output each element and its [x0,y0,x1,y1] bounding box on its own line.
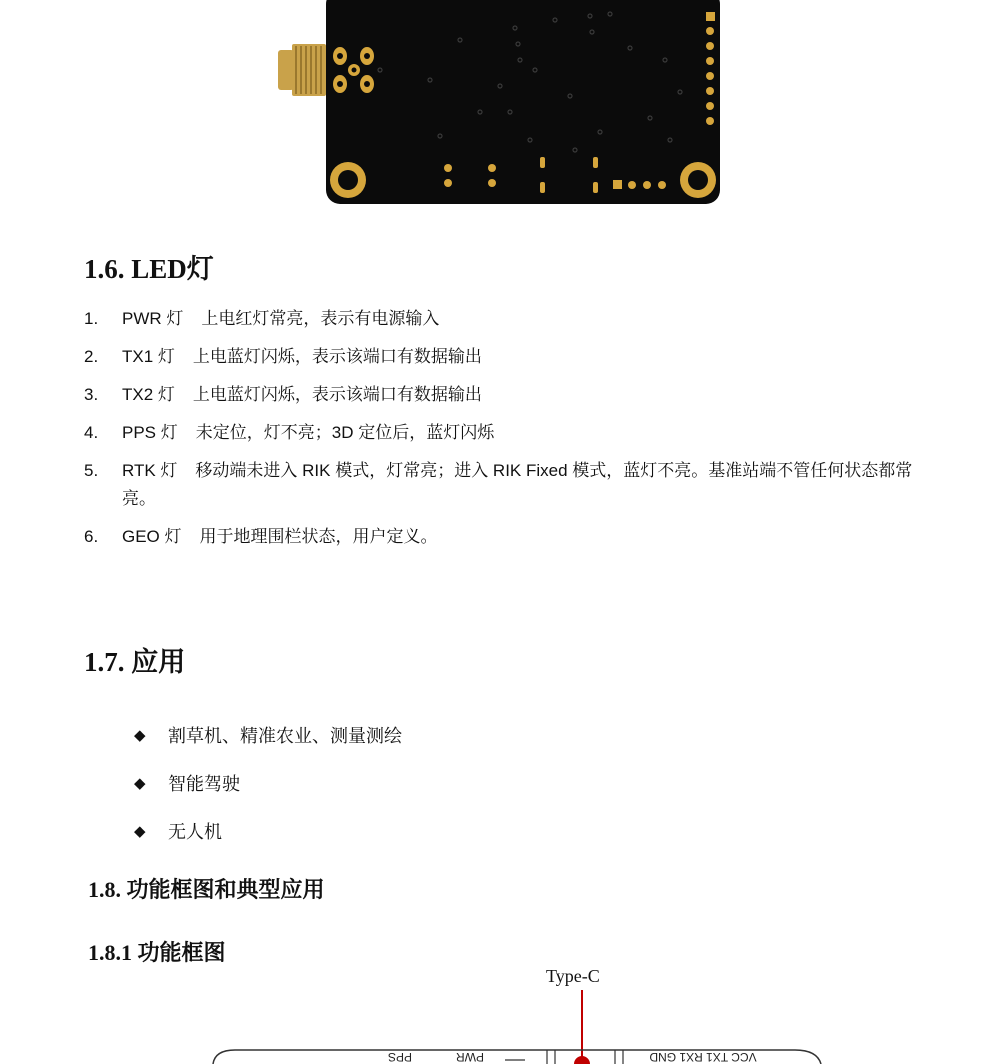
list-item: 5. RTK 灯 移动端未进入 RIK 模式，灯常亮；进入 RIK Fixed 模式，蓝灯不亮。基准站端不管任何状态都常亮。 [84,461,913,508]
led-list [84,305,924,561]
board-image [270,0,730,210]
pcb-body [326,0,720,204]
sma-connector [278,44,326,96]
port-label: VCC TX1 RX1 GND [649,1050,757,1064]
section-heading-block-diagram: 1.8. 功能框图和典型应用 [88,877,325,902]
mounting-hole [330,162,366,198]
list-item: 4. PPS 灯 未定位，灯不亮；3D 定位后，蓝灯闪烁 [84,423,495,442]
list-item: 2. TX1 灯 上电蓝灯闪烁，表示该端口有数据输出 [84,347,482,366]
pwr-label: PWR [456,1050,484,1064]
list-item: ◆ 无人机 [134,822,222,842]
list-item: ◆ 割草机、精准农业、测量测绘 [134,726,402,746]
list-item: 1. PWR 灯 上电红灯常亮，表示有电源输入 [84,309,440,328]
subsection-heading-function-diagram: 1.8.1 功能框图 [88,940,226,965]
application-list [134,720,402,864]
pps-label: PPS [387,1050,413,1064]
section-heading-application: 1.7. 应用 [84,647,186,677]
mounting-hole [680,162,716,198]
diamond-bullet-icon: ◆ [134,775,146,792]
list-item: ◆ 智能驾驶 [134,774,240,794]
diamond-bullet-icon: ◆ [134,823,146,840]
typec-label: Type-C [546,966,600,986]
diamond-bullet-icon: ◆ [134,727,146,744]
list-item: 6. GEO 灯 用于地理围栏状态，用户定义。 [84,527,438,546]
section-heading-led: 1.6. LED灯 [84,254,214,284]
function-block-diagram [205,1046,825,1064]
list-item: 3. TX2 灯 上电蓝灯闪烁，表示该端口有数据输出 [84,385,482,404]
